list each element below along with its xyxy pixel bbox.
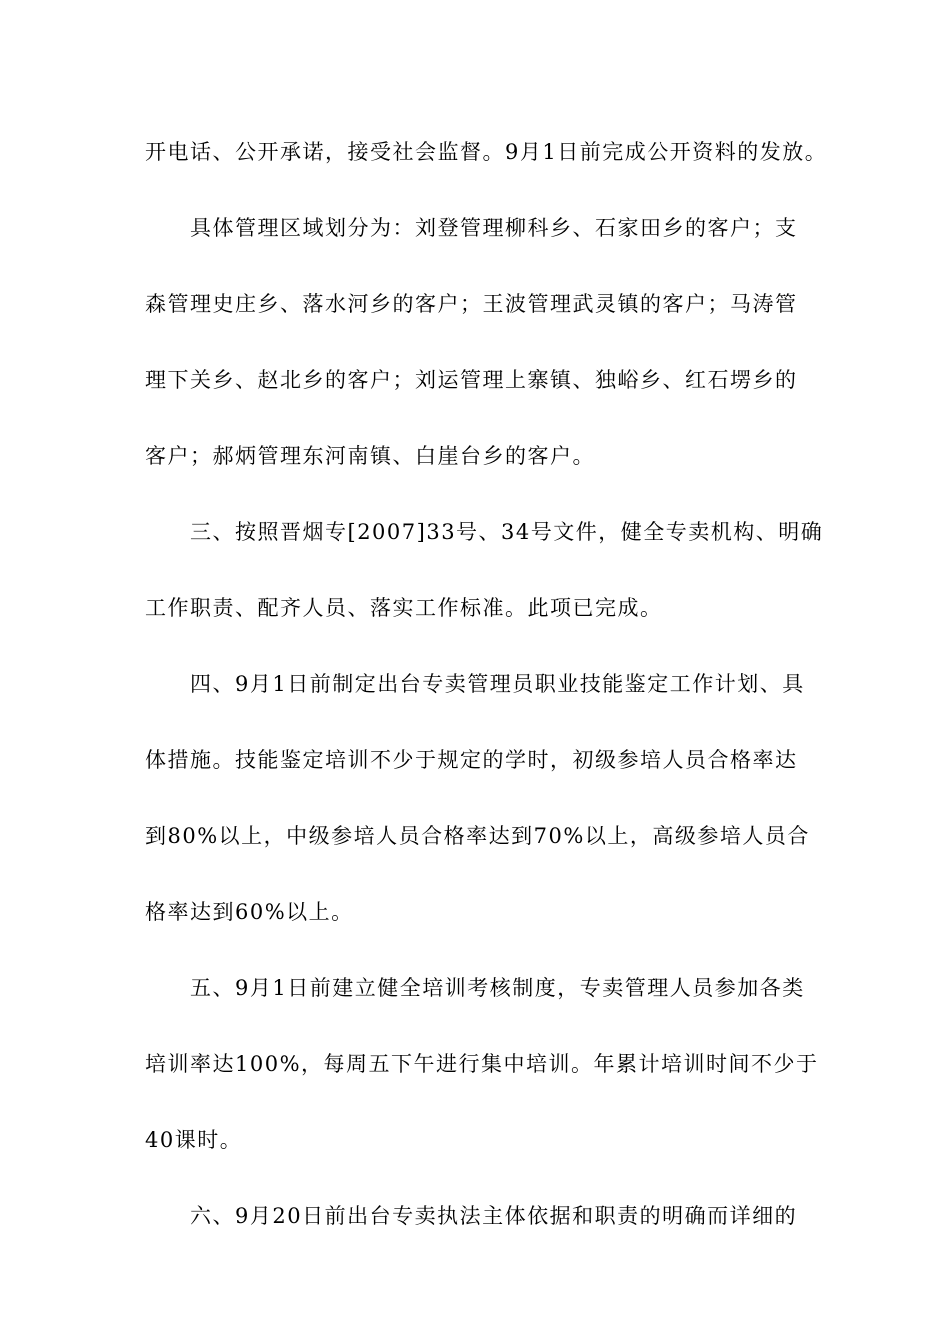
text-line: 到80%以上，中级参培人员合格率达到70%以上，高级参培人员合 [145, 824, 810, 848]
text-line: 体措施。技能鉴定培训不少于规定的学时，初级参培人员合格率达 [145, 748, 798, 772]
text-line: 理下关乡、赵北乡的客户；刘运管理上寨镇、独峪乡、红石塄乡的 [145, 368, 798, 392]
text-line: 开电话、公开承诺，接受社会监督。9月1日前完成公开资料的发放。 [145, 140, 828, 164]
paragraph-start-line: 六、9月20日前出台专卖执法主体依据和职责的明确而详细的 [190, 1204, 798, 1228]
text-line: 40课时。 [145, 1128, 243, 1152]
text-line: 培训率达100%，每周五下午进行集中培训。年累计培训时间不少于 [145, 1052, 819, 1076]
text-line: 客户；郝炳管理东河南镇、白崖台乡的客户。 [145, 444, 595, 468]
paragraph-start-line: 五、9月1日前建立健全培训考核制度，专卖管理人员参加各类 [190, 976, 805, 1000]
paragraph-start-line: 具体管理区域划分为：刘登管理柳科乡、石家田乡的客户；支 [190, 216, 798, 240]
text-line: 森管理史庄乡、落水河乡的客户；王波管理武灵镇的客户；马涛管 [145, 292, 798, 316]
paragraph-start-line: 三、按照晋烟专[2007]33号、34号文件，健全专卖机构、明确 [190, 520, 824, 544]
text-line: 工作职责、配齐人员、落实工作标准。此项已完成。 [145, 596, 663, 620]
text-line: 格率达到60%以上。 [145, 900, 354, 924]
paragraph-start-line: 四、9月1日前制定出台专卖管理员职业技能鉴定工作计划、具 [190, 672, 805, 696]
